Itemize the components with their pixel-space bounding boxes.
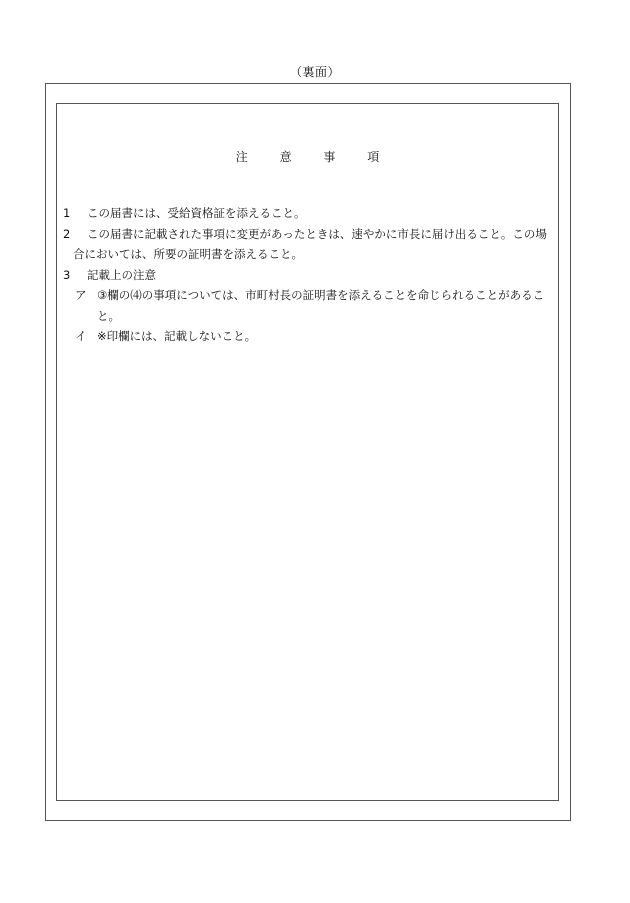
- note-item-1: [63, 203, 555, 224]
- note-number: 2: [63, 226, 71, 241]
- sub-note-i: [63, 326, 555, 347]
- heading-char: 事: [323, 150, 336, 164]
- sub-note-mark: ア: [75, 288, 87, 302]
- sub-note-text: ③欄の⑷の事項については、市町村長の証明書を添えることを命じられることがあること。: [97, 288, 545, 323]
- note-item-2: [63, 224, 555, 265]
- page-label: （裏面）: [289, 65, 340, 79]
- note-text: この届書に記載された事項に変更があったときは、速やかに市長に届け出ること。この場合においては、所要の証明書を添えること。: [73, 226, 547, 261]
- heading-char: 意: [279, 150, 292, 164]
- note-text: この届書には、受給資格証を添えること。: [87, 206, 306, 220]
- heading-char: 注: [235, 150, 248, 164]
- heading-char: 項: [367, 150, 380, 164]
- notes-list: [63, 203, 555, 347]
- sub-note-text: ※印欄には、記載しないこと。: [97, 329, 257, 343]
- note-number: 3: [63, 267, 71, 282]
- sub-note-a: [63, 285, 555, 326]
- notes-heading: [56, 148, 559, 165]
- note-item-3: [63, 265, 555, 286]
- note-number: 1: [63, 206, 71, 220]
- sub-note-mark: イ: [75, 329, 87, 343]
- note-text: 記載上の注意: [87, 267, 156, 282]
